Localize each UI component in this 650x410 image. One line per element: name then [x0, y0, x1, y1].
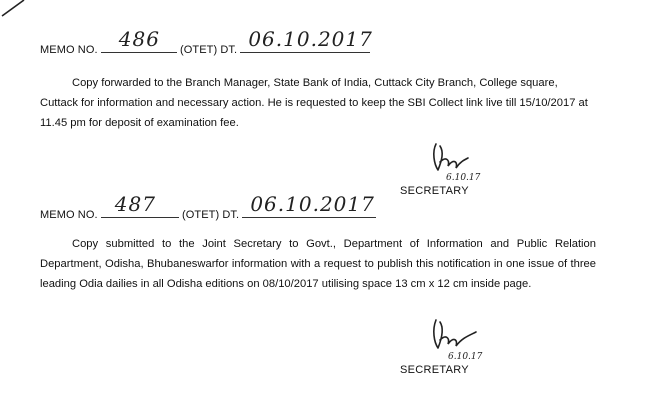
memo-1-number-field	[101, 27, 177, 53]
memo-2-body: Copy submitted to the Joint Secretary to Govt., Department of Information and Public Relation Department, Odisha, Bhubaneswarfor information with a request to publish this notification in one issue of three leading Odia dailies in all Odisha editions on 08/10/2017 utilising space 13 cm x 12 cm inside page.	[40, 238, 596, 290]
memo-1-signature-date: 6.10.17	[446, 173, 481, 182]
memo-2-date: 06.10.2017	[250, 192, 375, 216]
memo-2-ref: (OTET) DT.	[181, 209, 240, 221]
memo-1-signature	[428, 140, 488, 182]
memo-2-header	[40, 192, 376, 221]
memo-2-signature-date: 6.10.17	[448, 352, 483, 362]
memo-1-number: 486	[118, 27, 160, 51]
memo-1-header	[40, 27, 373, 56]
memo-2-number-field	[101, 192, 179, 218]
memo-1-ref: (OTET) DT.	[179, 44, 238, 56]
memo-1-date-field	[240, 27, 373, 53]
memo-2-secretary: SECRETARY	[400, 364, 469, 376]
corner-pen-stroke	[0, 0, 30, 20]
memo-1-label: MEMO NO.	[40, 44, 98, 56]
memo-2-number: 487	[114, 192, 156, 216]
memo-1-date: 06.10.2017	[248, 27, 373, 51]
memo-2-signature	[428, 316, 498, 362]
memo-2-date-field	[242, 192, 376, 218]
memo-1-body: Copy forwarded to the Branch Manager, State Bank of India, Cuttack City Branch, College square, Cuttack for information and necessary action. He is requested to keep the SBI Collect link live till 15/10/2017 at 11.45 pm for deposit of examination fee.	[40, 77, 588, 129]
memo-2-label: MEMO NO.	[40, 209, 98, 221]
memo-1-secretary: SECRETARY	[400, 185, 469, 197]
